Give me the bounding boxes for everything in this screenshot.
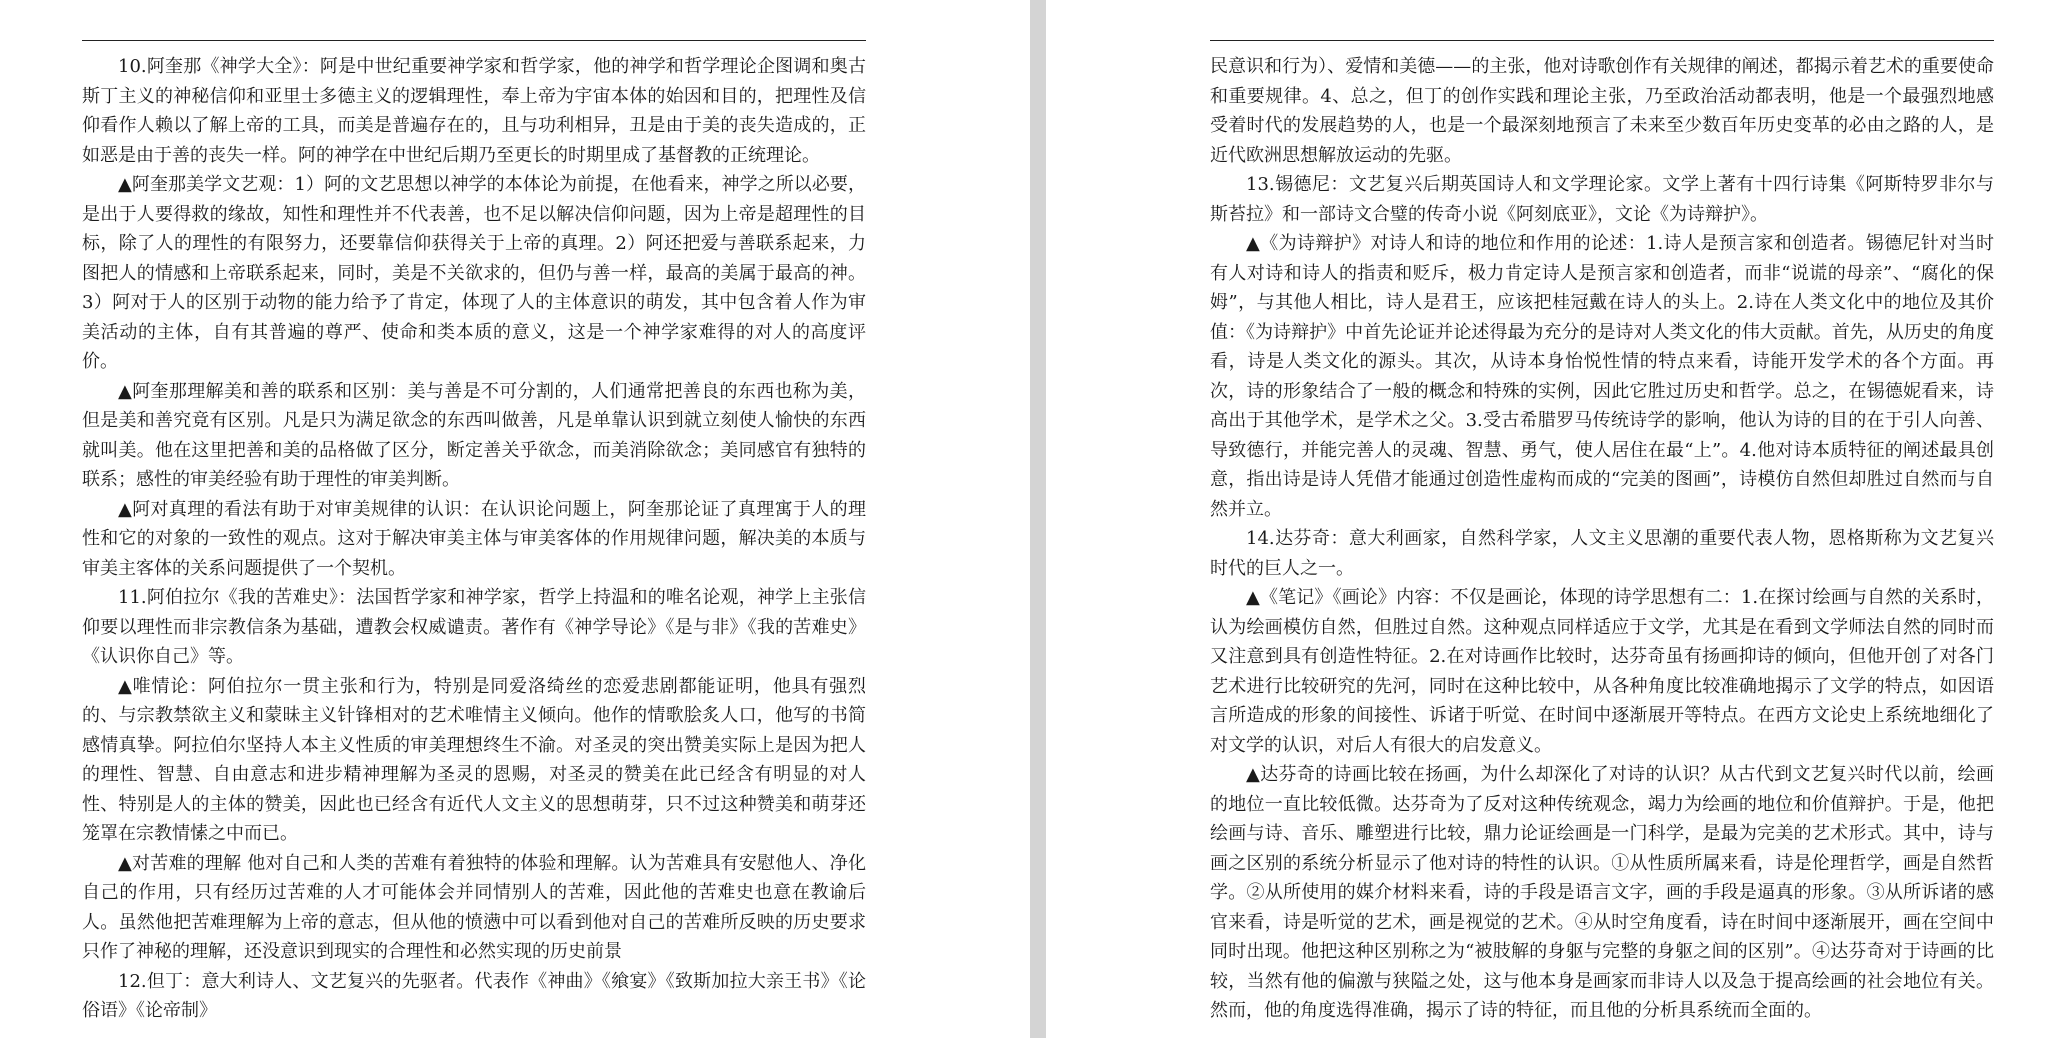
paragraph: 12.但丁：意大利诗人、文艺复兴的先驱者。代表作《神曲》《飨宴》《致斯加拉大亲王书》《论俗语》《论帝制》 xyxy=(82,970,866,1021)
paragraph: 11.阿伯拉尔《我的苦难史》：法国哲学家和神学家，哲学上持温和的唯名论观，神学上主张信仰要以理性而非宗教信条为基础，遭教会权威谴责。著作有《神学导论》《是与非》《我的苦难史》《认识你自己》等。 xyxy=(82,587,866,667)
paragraph: ▲唯情论：阿伯拉尔一贯主张和行为，特别是同爱洛绮丝的恋爱悲剧都能证明，他具有强烈的、与宗教禁欲主义和蒙昧主义针锋相对的艺术唯情主义倾向。他作的情歌脍炙人口，他写的书简感情真挚。阿拉伯尔坚持人本主义性质的审美理想终生不渝。对圣灵的突出赞美实际上是因为把人的理性、智慧、自由意志和进步精神理解为圣灵的恩赐，对圣灵的赞美在此已经含有明显的对人性、特别是人的主体的赞美，因此也已经含有近代人文主义的思想萌芽，只不过这种赞美和萌芽还笼罩在宗教情愫之中而已。 xyxy=(82,675,866,844)
paragraph: ▲达芬奇的诗画比较在扬画，为什么却深化了对诗的认识？从古代到文艺复兴时代以前，绘画的地位一直比较低微。达芬奇为了反对这种传统观念，竭力为绘画的地位和价值辩护。于是，他把绘画与诗、音乐、雕塑进行比较，鼎力论证绘画是一门科学，是最为完美的艺术形式。其中，诗与画之区别的系统分析显示了他对诗的特性的认识。①从性质所属来看，诗是伦理哲学，画是自然哲学。②从所使用的媒介材料来看，诗的手段是语言文字，画的手段是逼真的形象。③从所诉诸的感官来看，诗是听觉的艺术，画是视觉的艺术。④从时空角度看，诗在时间中逐渐展开，画在空间中同时出现。他把这种区别称之为“被肢解的身躯与完整的身躯之间的区别”。④达芬奇对于诗画的比较，当然有他的偏激与狭隘之处，这与他本身是画家而非诗人以及急于提高绘画的社会地位有关。然而，他的角度选得准确，揭示了诗的特征，而且他的分析具系统而全面的。 xyxy=(1210,764,1994,1021)
page-content xyxy=(82,52,866,1026)
paragraph: ▲阿对真理的看法有助于对审美规律的认识：在认识论问题上，阿奎那论证了真理寓于人的理性和它的对象的一致性的观点。这对于解决审美主体与审美客体的作用规律问题，解决美的本质与审美主客体的关系问题提供了一个契机。 xyxy=(82,498,866,579)
page-content xyxy=(1210,52,1994,1026)
paragraph: 13.锡德尼：文艺复兴后期英国诗人和文学理论家。文学上著有十四行诗集《阿斯特罗非尔与斯苔拉》和一部诗文合璧的传奇小说《阿刻底亚》，文论《为诗辩护》。 xyxy=(1210,174,1994,225)
paragraph: ▲对苦难的理解 他对自己和人类的苦难有着独特的体验和理解。认为苦难具有安慰他人、净化自己的作用，只有经历过苦难的人才可能体会并同情别人的苦难，因此他的苦难史也意在教谕后人。虽然他把苦难理解为上帝的意志，但从他的愤懑中可以看到他对自己的苦难所反映的历史要求只作了神秘的理解，还没意识到现实的合理性和必然实现的历史前景 xyxy=(82,852,866,962)
page-header-rule xyxy=(1210,40,1994,41)
document-page-left xyxy=(0,0,1030,1038)
paragraph: ▲《笔记》《画论》内容：不仅是画论，体现的诗学思想有二：1.在探讨绘画与自然的关系时，认为绘画模仿自然，但胜过自然。这种观点同样适应于文学，尤其是在看到文学师法自然的同时而又注意到具有创造性特征。2.在对诗画作比较时，达芬奇虽有扬画抑诗的倾向，但他开创了对各门艺术进行比较研究的先河，同时在这种比较中，从各种角度比较准确地揭示了文学的特点，如因语言所造成的形象的间接性、诉诸于听觉、在时间中逐渐展开等特点。在西方文论史上系统地细化了对文学的认识，对后人有很大的启发意义。 xyxy=(1210,587,1994,756)
page-header-rule xyxy=(82,40,866,41)
paragraph: ▲阿奎那美学文艺观：1）阿的文艺思想以神学的本体论为前提，在他看来，神学之所以必要，是出于人要得救的缘故，知性和理性并不代表善，也不足以解决信仰问题，因为上帝是超理性的目标，除了人的理性的有限努力，还要靠信仰获得关于上帝的真理。2）阿还把爱与善联系起来，力图把人的情感和上帝联系起来，同时，美是不关欲求的，但仍与善一样，最高的美属于最高的神。3）阿对于人的区别于动物的能力给予了肯定，体现了人的主体意识的萌发，其中包含着人作为审美活动的主体，自有其普遍的尊严、使命和类本质的意义，这是一个神学家难得的对人的高度评价。 xyxy=(82,174,866,372)
document-page-right xyxy=(1046,0,2064,1038)
paragraph: ▲《为诗辩护》对诗人和诗的地位和作用的论述：1.诗人是预言家和创造者。锡德尼针对当时有人对诗和诗人的指责和贬斥，极力肯定诗人是预言家和创造者，而非“说谎的母亲”、“腐化的保姆”，与其他人相比，诗人是君王，应该把桂冠戴在诗人的头上。2.诗在人类文化中的地位及其价值：《为诗辩护》中首先论证并论述得最为充分的是诗对人类文化的伟大贡献。首先，从历史的角度看，诗是人类文化的源头。其次，从诗本身怡悦性情的特点来看，诗能开发学术的各个方面。再次，诗的形象结合了一般的概念和特殊的实例，因此它胜过历史和哲学。总之，在锡德妮看来，诗高出于其他学术，是学术之父。3.受古希腊罗马传统诗学的影响，他认为诗的目的在于引人向善、导致德行，并能完善人的灵魂、智慧、勇气，使人居住在最“上”。4.他对诗本质特征的阐述最具创意，指出诗是诗人凭借才能通过创造性虚构而成的“完美的图画”，诗模仿自然但却胜过自然而与自然并立。 xyxy=(1210,233,1994,520)
paragraph: 10.阿奎那《神学大全》：阿是中世纪重要神学家和哲学家，他的神学和哲学理论企图调和奥古斯丁主义的神秘信仰和亚里士多德主义的逻辑理性，奉上帝为宇宙本体的始因和目的，把理性及信仰看作人赖以了解上帝的工具，而美是普遍存在的，且与功利相异，丑是由于美的丧失造成的，正如恶是由于善的丧失一样。阿的神学在中世纪后期乃至更长的时期里成了基督教的正统理论。 xyxy=(82,56,866,166)
paragraph-continuation: 民意识和行为）、爱情和美德——的主张，他对诗歌创作有关规律的阐述，都揭示着艺术的重要使命和重要规律。4、总之，但丁的创作实践和理论主张，乃至政治活动都表明，他是一个最强烈地感受着时代的发展趋势的人，也是一个最深刻地预言了未来至少数百年历史变革的必由之路的人，是近代欧洲思想解放运动的先驱。 xyxy=(1210,56,1994,166)
paragraph: 14.达芬奇：意大利画家，自然科学家，人文主义思潮的重要代表人物，恩格斯称为文艺复兴时代的巨人之一。 xyxy=(1210,528,1994,579)
paragraph: ▲阿奎那理解美和善的联系和区别：美与善是不可分割的，人们通常把善良的东西也称为美，但是美和善究竟有区别。凡是只为满足欲念的东西叫做善，凡是单靠认识到就立刻使人愉快的东西就叫美。他在这里把善和美的品格做了区分，断定善关乎欲念，而美消除欲念；美同感官有独特的联系；感性的审美经验有助于理性的审美判断。 xyxy=(82,380,866,490)
